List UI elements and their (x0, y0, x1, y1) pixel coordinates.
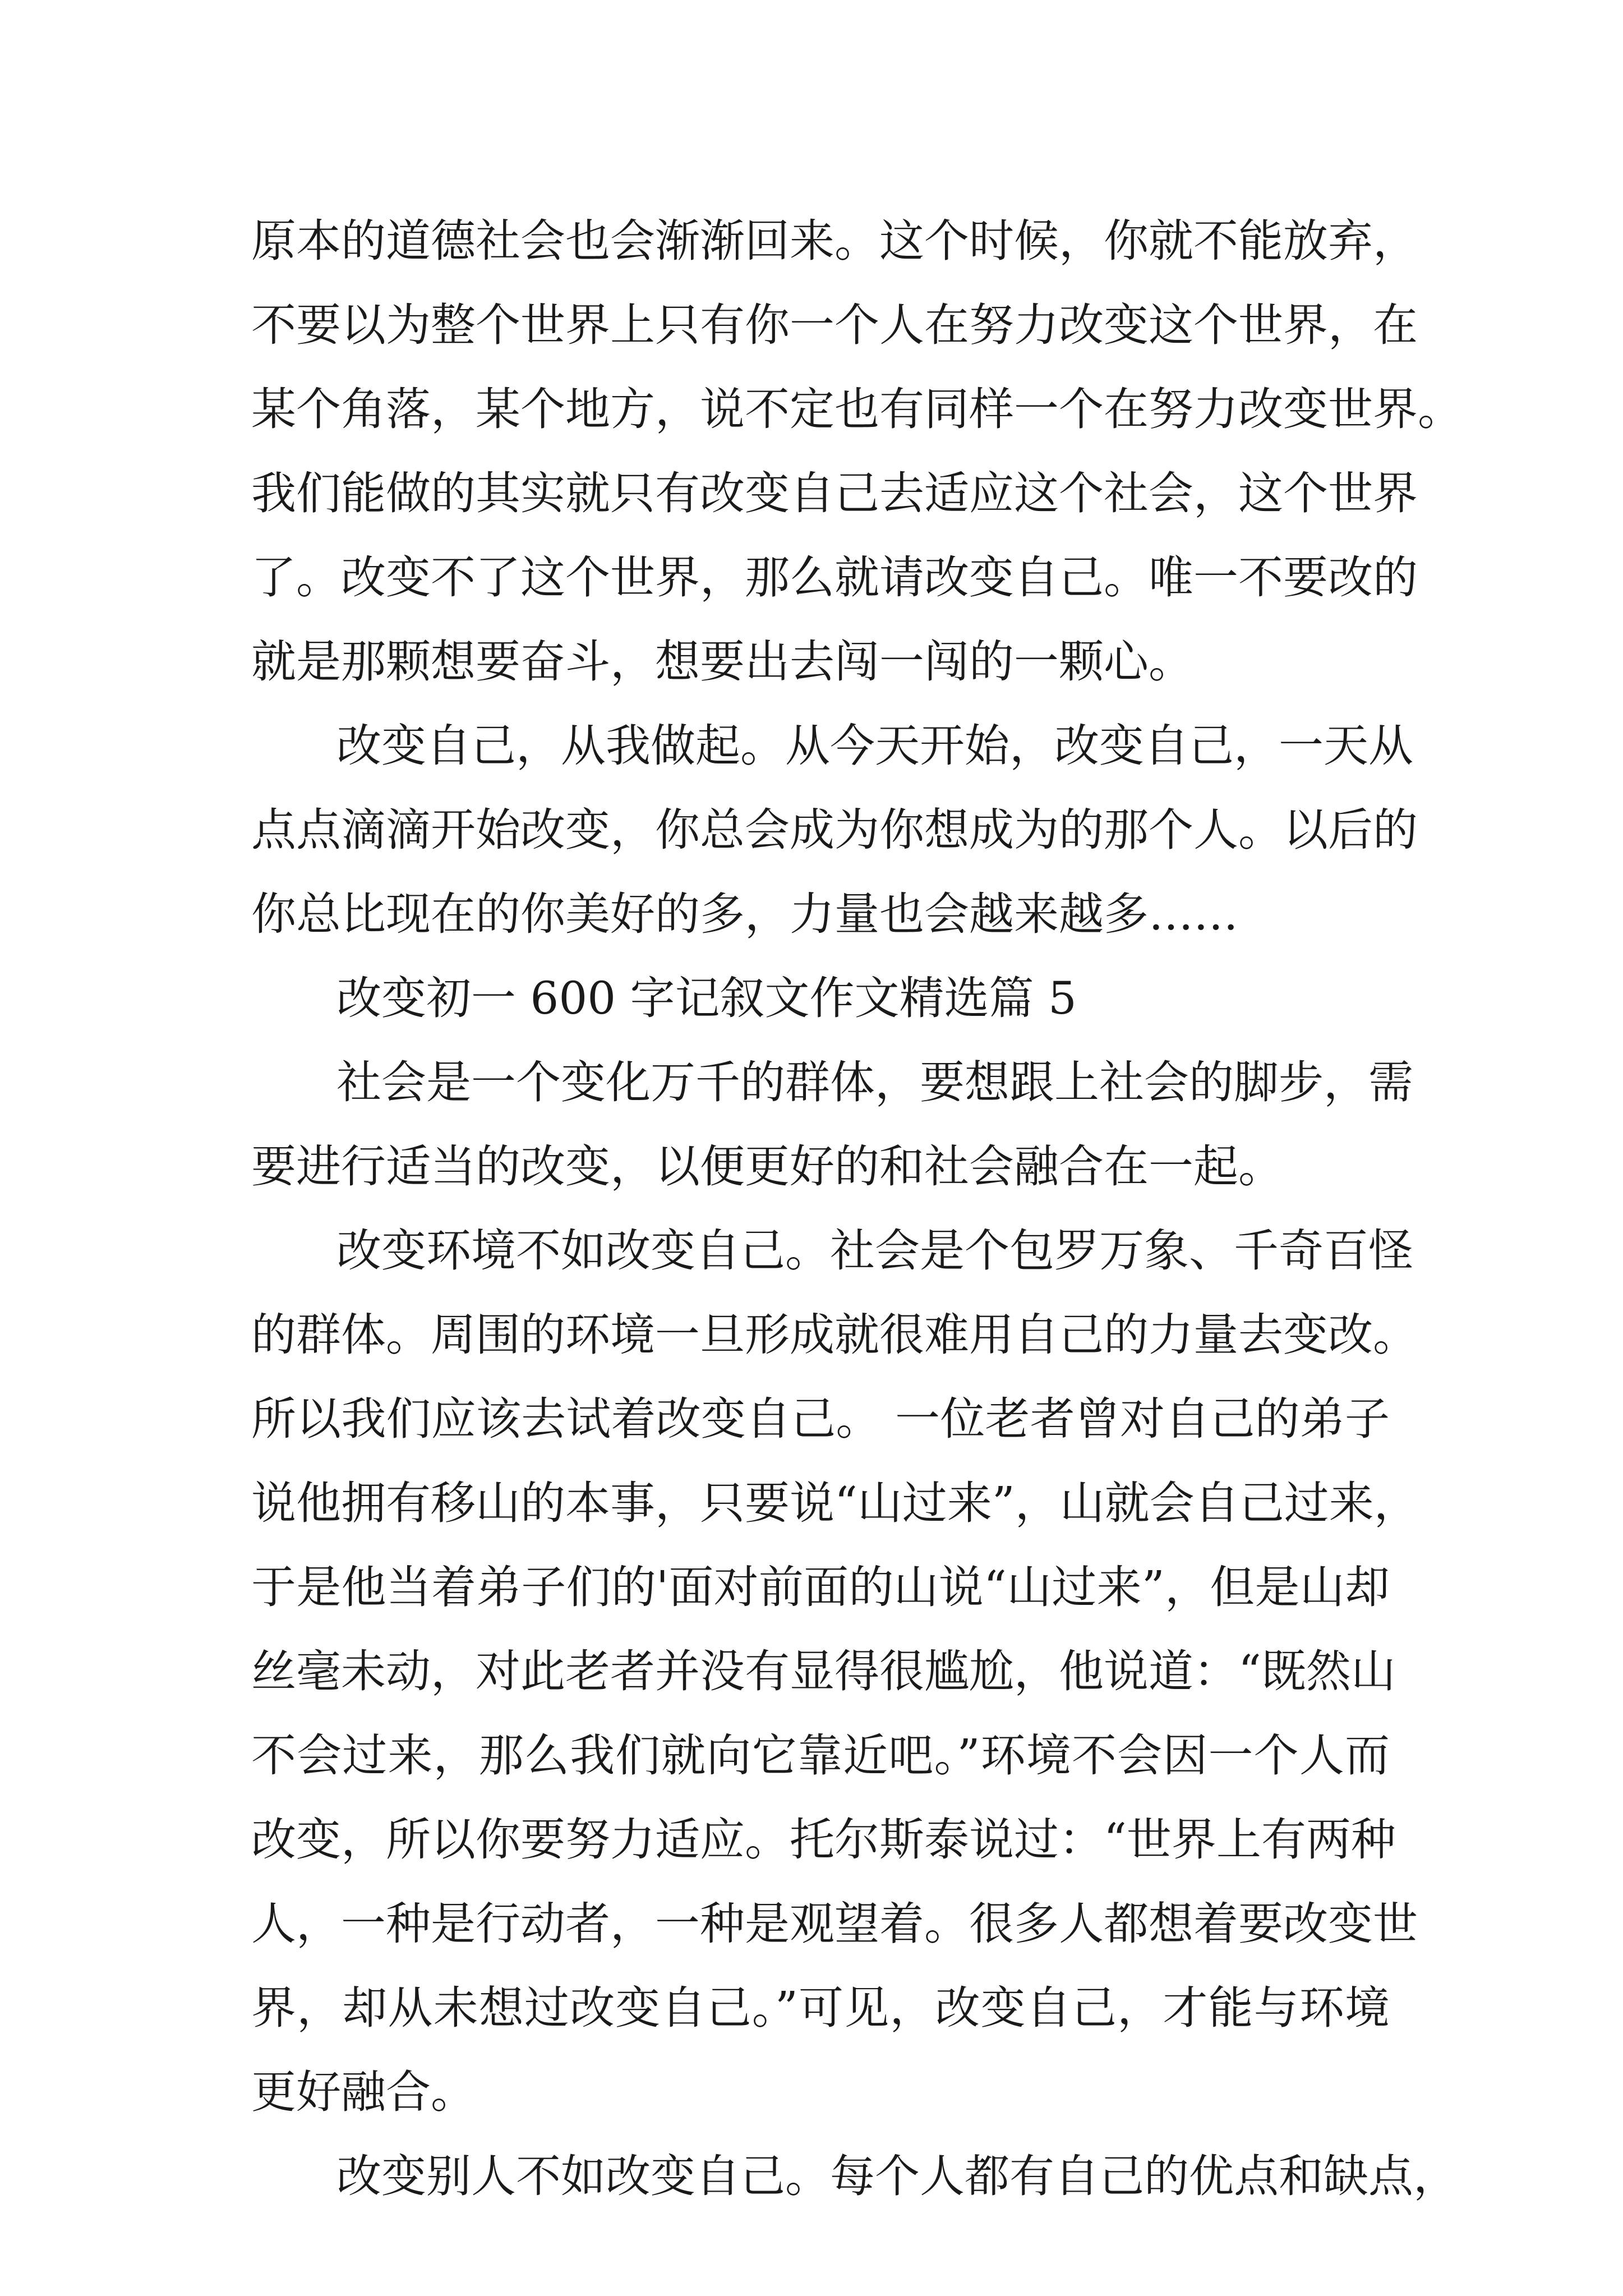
text-line: 不要以为整个世界上只有你一个人在努力改变这个世界，在 (251, 299, 1418, 351)
text-line: 改变，所以你要努力适应。托尔斯泰说过：“世界上有两种 (251, 1814, 1396, 1866)
text-line: 要进行适当的改变，以便更好的和社会融合在一起。 (251, 1140, 1283, 1193)
paragraph-first-line: 改变别人不如改变自己。每个人都有自己的优点和缺点， (336, 2150, 1458, 2202)
text-line: 于是他当着弟子们的'面对前面的山说“山过来”，但是山却 (251, 1561, 1390, 1613)
text-line: 某个角落，某个地方，说不定也有同样一个在努力改变世界。 (251, 383, 1463, 435)
text-line: 所以我们应该去试着改变自己。 一位老者曾对自己的弟子 (251, 1393, 1390, 1445)
paragraph-first-line: 改变环境不如改变自己。社会是个包罗万象、千奇百怪 (336, 1225, 1413, 1277)
text-line: 我们能做的其实就只有改变自己去适应这个社会，这个世界 (251, 467, 1418, 519)
section-heading: 改变初一 600 字记叙文作文精选篇 5 (336, 972, 1077, 1024)
text-line: 就是那颗想要奋斗，想要出去闯一闯的一颗心。 (251, 636, 1193, 688)
text-line: 你总比现在的你美好的多，力量也会越来越多…… (251, 888, 1238, 940)
text-line: 丝毫未动，对此老者并没有显得很尴尬，他说道：“既然山 (251, 1645, 1396, 1697)
text-line: 人，一种是行动者，一种是观望着。很多人都想着要改变世 (251, 1898, 1418, 1950)
text-line: 更好融合。 (251, 2066, 476, 2118)
paragraph-first-line: 改变自己，从我做起。从今天开始，改变自己，一天从 (336, 720, 1413, 772)
text-line: 界，却从未想过改变自己。”可见，改变自己，才能与环境 (251, 1982, 1390, 2034)
text-line: 了。改变不了这个世界，那么就请改变自己。唯一不要改的 (251, 551, 1418, 604)
text-line: 原本的道德社会也会渐渐回来。这个时候，你就不能放弃， (251, 215, 1418, 267)
text-line: 不会过来，那么我们就向它靠近吧。”环境不会因一个人而 (251, 1729, 1390, 1782)
paragraph-first-line: 社会是一个变化万千的群体，要想跟上社会的脚步，需 (336, 1056, 1413, 1108)
text-line: 的群体。周围的环境一旦形成就很难用自己的力量去变改。 (251, 1309, 1418, 1361)
text-line: 点点滴滴开始改变，你总会成为你想成为的那个人。以后的 (251, 804, 1418, 856)
text-line: 说他拥有移山的本事，只要说“山过来”，山就会自己过来， (251, 1477, 1419, 1529)
